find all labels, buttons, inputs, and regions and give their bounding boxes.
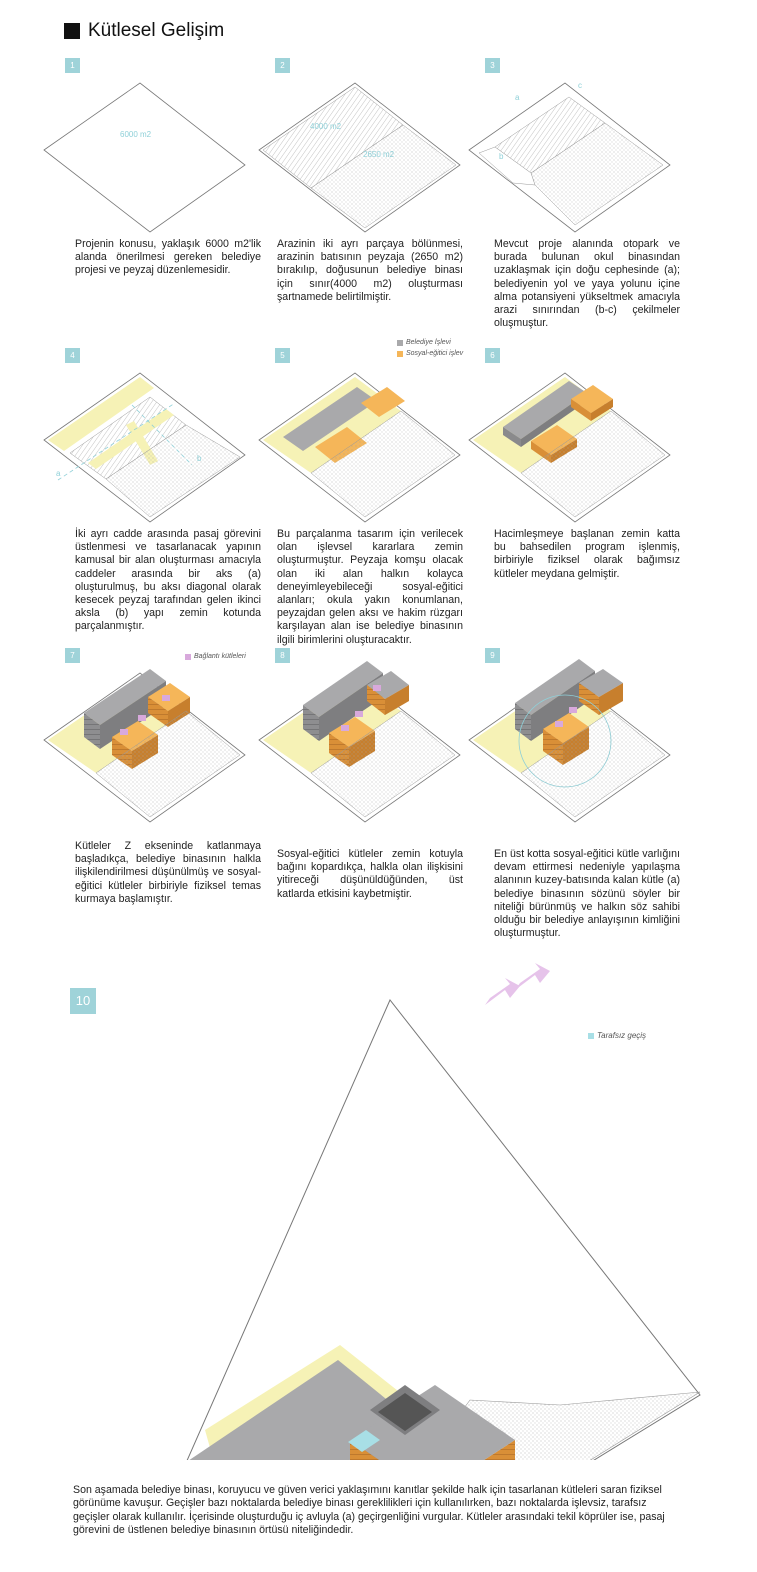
- step-10-badge: 10: [70, 988, 96, 1014]
- area-label-b: 2650 m2: [363, 150, 395, 159]
- title-square-icon: [64, 23, 80, 39]
- step-1-diagram: [40, 55, 260, 255]
- step-number-badge: 9: [485, 648, 500, 663]
- label-b: b: [499, 152, 504, 161]
- legend-swatch-pink: [185, 654, 191, 660]
- final-axonometric: [0, 960, 757, 1460]
- legend-social: Sosyal-eğitici işlev: [397, 350, 463, 357]
- step-number-badge: 2: [275, 58, 290, 73]
- step-9-text: En üst kotta sosyal-eğitici kütle varlığını devam ettirmesi nedeniyle yapılaşma alanının kuzey-batısında kalan kütle (a) belediye binasının sözünü söyler bir niteliği bürünmüş ve halkın söz sahibi olduğu bir belediye anlayışının kimliğini oluşturmuştur.: [494, 848, 680, 940]
- step-2-text: Arazinin iki ayrı parçaya bölünmesi, arazinin batısının peyzaja (2650 m2) bırakılıp, doğusunun belediye binası için sınır(4000 m2) oluşturması şartnamede belirtilmiştir.: [277, 238, 463, 303]
- step-3-diagram: [465, 55, 685, 255]
- step-2-diagram: [255, 55, 475, 255]
- step-4-diagram: [40, 345, 260, 545]
- step-6-text: Hacimleşmeye başlanan zemin katta bu bahsedilen program işlenmiş, birbiriyle fiziksel olarak bağımsız kütleler meydana gelmiştir.: [494, 528, 680, 580]
- step-1-text: Projenin konusu, yaklaşık 6000 m2'lik alanda önerilmesi gereken belediye projesi ve peyzaj düzenlemesidir.: [75, 238, 261, 277]
- legend-connection: Bağlantı kütleleri: [185, 653, 246, 660]
- page-title: Kütlesel Gelişim: [88, 20, 225, 41]
- step-7-text: Kütleler Z ekseninde katlanmaya başladıkça, belediye binasının halkla ilişkilendirilmesi düşünülmüş ve sosyal-eğitici kütleler birbiriyle fiziksel temas kurmaya başlamıştır.: [75, 840, 261, 905]
- legend-municipal: Belediye İşlevi: [397, 339, 451, 346]
- step-number-badge: 3: [485, 58, 500, 73]
- step-5-diagram: [255, 339, 475, 545]
- site-plot: [44, 83, 245, 232]
- step-number-badge: 1: [65, 58, 80, 73]
- step-number-badge: 6: [485, 348, 500, 363]
- label-a: a: [56, 469, 61, 478]
- page-header: [64, 20, 224, 42]
- step-10-text: Son aşamada belediye binası, koruyucu ve güven verici yaklaşımını kanıtlar şekilde halk için tasarlanan kütleleri saran fiziksel görünüme kavuşur. Geçişler bazı noktalarda belediye binası gereklilikleri için kullanılırken, bazı noktalarda işlevsiz, tarafsız geçişler olarak kullanılır. İçerisinde oluşturduğu iç avluyla (a) geçirgenliğini vurgular. Kütleler arasındaki tekil köprüler ise, pasaj görevini de üstlenen belediye binasının örtüsü niteliğindedir.: [73, 1484, 665, 1537]
- step-8-diagram: [255, 645, 475, 845]
- step-5-text: Bu parçalanma tasarım için verilecek olan işlevsel kararlara zemin oluşturmuştur. Peyzaja komşu olacak olan iki alan halkın kolayca deneyimleyebileceği sosyal-eğitici alanları; okula yakın konumlanan, peyzajdan gelen aksı ve hakim rüzgarı karşılayan alan ise belediye binasının ilgili birimlerini oluşturacaktır.: [277, 528, 463, 646]
- step-number-badge: 8: [275, 648, 290, 663]
- step-3-text: Mevcut proje alanında otopark ve burada bulunan okul binasından uzaklaşmak için doğu cephesinde (a); belediyenin yol ve yaya yolunu içine alma potansiyeni yükseltmek amacıyla arazi sınırından (b-c) çekilmeler oluşmuştur.: [494, 238, 680, 330]
- step-number-badge: 4: [65, 348, 80, 363]
- label-b: b: [197, 454, 202, 463]
- step-4-text: İki ayrı cadde arasında pasaj görevini üstlenmesi ve tasarlanacak yapının kamusal bir alan oluşturması amacıyla caddeler arasında bir aks (a) oluşturulmuş, bu aksı diagonal olarak kesecek peyzaj tarafından gelen ikinci aksla (b) yapı zemin kotunda parçalanmıştır.: [75, 528, 261, 633]
- step-number-badge: 7: [65, 648, 80, 663]
- label-c: c: [578, 81, 582, 90]
- step-7-diagram: [40, 645, 260, 845]
- area-label-a: 4000 m2: [310, 122, 342, 131]
- step-9-diagram: [465, 645, 685, 845]
- step-8-text: Sosyal-eğitici kütleler zemin kotuyla bağını kopardıkça, halkla olan ilişkisini yitireceği düşünüldüğünden, üst katlarda etkisini kaybetmiştir.: [277, 848, 463, 900]
- label-a: a: [515, 93, 520, 102]
- legend-swatch-orange: [397, 351, 403, 357]
- legend-neutral-passage: Tarafsız geçiş: [588, 1031, 646, 1040]
- legend-swatch-gray: [397, 340, 403, 346]
- step-number-badge: 5: [275, 348, 290, 363]
- step-6-diagram: [465, 345, 685, 545]
- area-label: 6000 m2: [120, 130, 152, 139]
